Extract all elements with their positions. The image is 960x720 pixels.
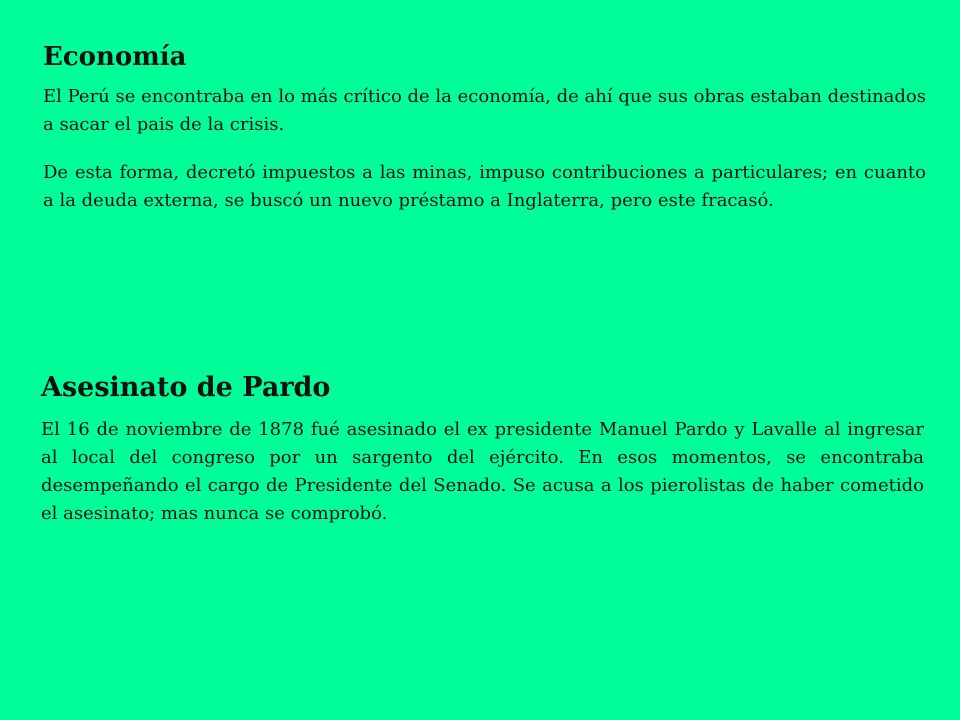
economia-paragraph-1: El Perú se encontraba en lo más crítico de la economía, de ahí que sus obras estaban destinados a sacar el pais de la crisis. <box>43 86 927 136</box>
asesinato-paragraph-1: El 16 de noviembre de 1878 fué asesinado el ex presidente Manuel Pardo y Lavalle al ingresar al local del congreso por un sargento del ejército. En esos momentos, se encontraba desempeñando el cargo de Presidente del Senado. Se acusa a los pierolistas de haber cometido el asesinato; mas nunca se comprobó. <box>41 419 924 525</box>
economia-heading: Economía <box>43 42 187 72</box>
section-economia <box>43 42 926 215</box>
asesinato-heading: Asesinato de Pardo <box>41 372 331 403</box>
economia-paragraph-2: De esta forma, decretó impuestos a las minas, impuso contribuciones a particulares; en cuanto a la deuda externa, se buscó un nuevo préstamo a Inglaterra, pero este fracasó. <box>43 162 926 212</box>
section-asesinato-de-pardo <box>41 372 924 528</box>
